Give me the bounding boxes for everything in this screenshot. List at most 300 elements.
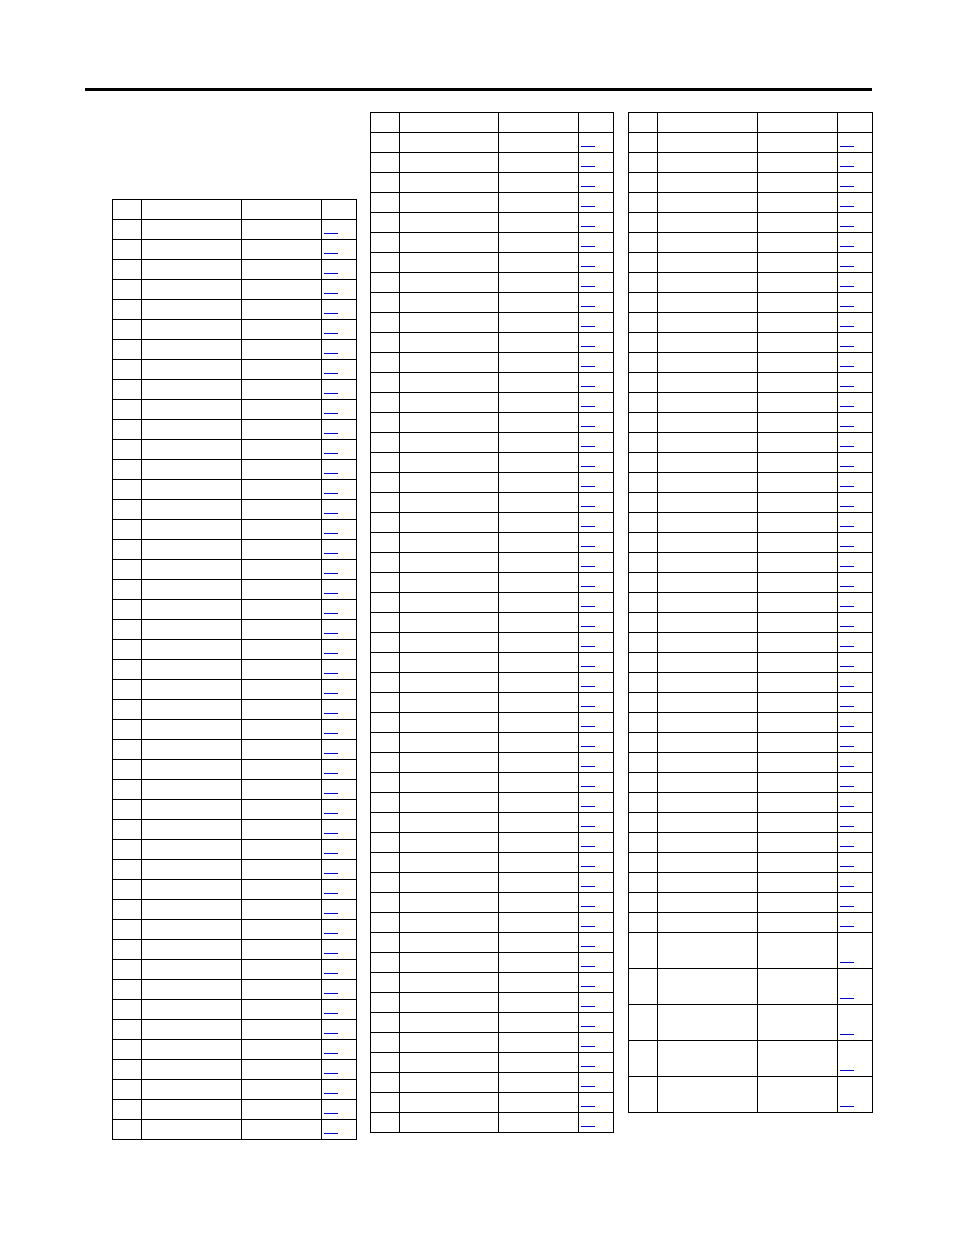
value-cell [242, 660, 322, 680]
link-cell [322, 260, 357, 280]
index-cell [629, 913, 658, 933]
name-cell [142, 820, 242, 840]
value-cell [242, 720, 322, 740]
page-link[interactable] [581, 558, 595, 567]
page-link[interactable] [324, 905, 338, 914]
link-cell [838, 253, 873, 273]
page-link[interactable] [581, 278, 595, 287]
table-row [629, 373, 873, 393]
index-cell [371, 573, 400, 593]
page-link[interactable] [840, 698, 854, 707]
page-link[interactable] [581, 678, 595, 687]
table-row [629, 613, 873, 633]
page-link[interactable] [581, 698, 595, 707]
page-link[interactable] [581, 998, 595, 1007]
page-link[interactable] [840, 778, 854, 787]
value-cell [242, 680, 322, 700]
value-cell [499, 233, 579, 253]
name-cell [142, 600, 242, 620]
name-cell [658, 813, 758, 833]
page-link[interactable] [840, 378, 854, 387]
value-cell [499, 513, 579, 533]
index-cell [113, 560, 142, 580]
page-link[interactable] [581, 1018, 595, 1027]
page-link[interactable] [324, 825, 338, 834]
link-cell [579, 813, 614, 833]
page-link[interactable] [840, 278, 854, 287]
page-link[interactable] [581, 138, 595, 147]
page-link[interactable] [324, 925, 338, 934]
page-link[interactable] [840, 178, 854, 187]
index-cell [629, 153, 658, 173]
table-row [371, 733, 614, 753]
page-link[interactable] [581, 938, 595, 947]
table-row [629, 693, 873, 713]
page-link[interactable] [840, 1026, 854, 1035]
page-link[interactable] [581, 878, 595, 887]
link-cell [322, 940, 357, 960]
page-link[interactable] [324, 225, 338, 234]
index-cell [113, 1120, 142, 1140]
page-link[interactable] [840, 954, 854, 963]
link-cell [838, 1077, 873, 1113]
page-link[interactable] [324, 365, 338, 374]
name-cell [400, 1093, 499, 1113]
value-cell [499, 493, 579, 513]
link-cell [838, 733, 873, 753]
value-cell [242, 980, 322, 1000]
page-link[interactable] [324, 725, 338, 734]
link-cell [322, 1020, 357, 1040]
page-link[interactable] [324, 985, 338, 994]
table-row [629, 893, 873, 913]
name-cell [400, 453, 499, 473]
page-link[interactable] [324, 565, 338, 574]
table-row [371, 953, 614, 973]
page-link[interactable] [324, 965, 338, 974]
page-link[interactable] [324, 1085, 338, 1094]
page-link[interactable] [324, 245, 338, 254]
link-cell [838, 353, 873, 373]
page-link[interactable] [581, 538, 595, 547]
value-cell [242, 580, 322, 600]
table-row [113, 420, 357, 440]
page-link[interactable] [324, 405, 338, 414]
page-link[interactable] [324, 805, 338, 814]
page-link[interactable] [581, 958, 595, 967]
table-row [371, 873, 614, 893]
page-link[interactable] [581, 898, 595, 907]
index-cell [113, 260, 142, 280]
page-link[interactable] [840, 318, 854, 327]
value-cell [499, 273, 579, 293]
name-cell [142, 420, 242, 440]
page-link[interactable] [840, 338, 854, 347]
page-link[interactable] [581, 158, 595, 167]
page-link[interactable] [581, 478, 595, 487]
index-cell [629, 453, 658, 473]
name-cell [400, 813, 499, 833]
link-cell [579, 413, 614, 433]
page-link[interactable] [324, 1065, 338, 1074]
page-link[interactable] [324, 1125, 338, 1134]
index-cell [371, 253, 400, 273]
page-link[interactable] [840, 658, 854, 667]
page-link[interactable] [840, 678, 854, 687]
page-link[interactable] [840, 238, 854, 247]
page-link[interactable] [324, 765, 338, 774]
page-link[interactable] [840, 918, 854, 927]
page-link[interactable] [324, 345, 338, 354]
page-link[interactable] [840, 498, 854, 507]
page-link[interactable] [581, 238, 595, 247]
name-cell [142, 260, 242, 280]
index-cell [629, 673, 658, 693]
link-cell [322, 1080, 357, 1100]
page-link[interactable] [581, 418, 595, 427]
table-row [371, 553, 614, 573]
link-cell [322, 440, 357, 460]
name-cell [142, 920, 242, 940]
link-cell [838, 1041, 873, 1077]
value-cell [242, 940, 322, 960]
name-cell [400, 373, 499, 393]
page-link[interactable] [324, 325, 338, 334]
index-cell [629, 753, 658, 773]
table-row [629, 493, 873, 513]
page-link[interactable] [324, 545, 338, 554]
page-link[interactable] [324, 525, 338, 534]
page-link[interactable] [581, 1058, 595, 1067]
page-link[interactable] [840, 258, 854, 267]
page-link[interactable] [840, 878, 854, 887]
name-cell [658, 453, 758, 473]
name-cell [658, 733, 758, 753]
table-row [113, 700, 357, 720]
value-cell [242, 760, 322, 780]
link-cell [579, 1033, 614, 1053]
page-link[interactable] [581, 198, 595, 207]
link-cell [322, 500, 357, 520]
value-cell [499, 593, 579, 613]
value-cell [242, 600, 322, 620]
page-link[interactable] [581, 438, 595, 447]
name-cell [658, 393, 758, 413]
page-link[interactable] [840, 398, 854, 407]
page-link[interactable] [840, 298, 854, 307]
page-link[interactable] [840, 518, 854, 527]
page-link[interactable] [581, 338, 595, 347]
index-cell [371, 493, 400, 513]
link-cell [838, 213, 873, 233]
name-cell [142, 500, 242, 520]
link-cell [579, 913, 614, 933]
index-cell [371, 313, 400, 333]
value-cell [758, 373, 838, 393]
page-link[interactable] [324, 425, 338, 434]
page-link[interactable] [324, 1025, 338, 1034]
page-link[interactable] [324, 745, 338, 754]
page-link[interactable] [581, 178, 595, 187]
value-cell [758, 153, 838, 173]
page-link[interactable] [840, 718, 854, 727]
page-link[interactable] [840, 138, 854, 147]
index-cell [371, 633, 400, 653]
page-link[interactable] [324, 845, 338, 854]
name-cell [658, 113, 758, 133]
page-link[interactable] [324, 445, 338, 454]
value-cell [758, 969, 838, 1005]
page-link[interactable] [581, 498, 595, 507]
page-link[interactable] [324, 625, 338, 634]
name-cell [400, 193, 499, 213]
page-link[interactable] [840, 578, 854, 587]
name-cell [400, 913, 499, 933]
page-link[interactable] [840, 198, 854, 207]
page-link[interactable] [324, 605, 338, 614]
index-cell [113, 640, 142, 660]
page-link[interactable] [324, 465, 338, 474]
page-link[interactable] [581, 658, 595, 667]
table-row [629, 833, 873, 853]
link-cell [579, 533, 614, 553]
table-row [371, 813, 614, 833]
page-link[interactable] [581, 638, 595, 647]
link-cell [322, 780, 357, 800]
name-cell [658, 653, 758, 673]
table-row [113, 1120, 357, 1140]
page-link[interactable] [581, 258, 595, 267]
table-row [629, 913, 873, 933]
table-row [629, 633, 873, 653]
value-cell [499, 153, 579, 173]
name-cell [142, 400, 242, 420]
index-cell [113, 220, 142, 240]
name-cell [142, 980, 242, 1000]
page-link[interactable] [581, 578, 595, 587]
link-cell [838, 113, 873, 133]
page-link[interactable] [581, 798, 595, 807]
page-link[interactable] [324, 485, 338, 494]
page-link[interactable] [324, 585, 338, 594]
value-cell [242, 420, 322, 440]
table-row [113, 860, 357, 880]
page-link[interactable] [324, 685, 338, 694]
page-link[interactable] [840, 358, 854, 367]
name-cell [142, 540, 242, 560]
page-link[interactable] [324, 705, 338, 714]
table-row [113, 960, 357, 980]
link-cell [322, 1100, 357, 1120]
page-link[interactable] [581, 738, 595, 747]
value-cell [499, 973, 579, 993]
page-link[interactable] [581, 458, 595, 467]
table-row [113, 1100, 357, 1120]
page-link[interactable] [840, 538, 854, 547]
link-cell [322, 740, 357, 760]
name-cell [658, 333, 758, 353]
name-cell [400, 833, 499, 853]
table-row [629, 233, 873, 253]
name-cell [400, 773, 499, 793]
index-cell [371, 353, 400, 373]
table-row [629, 473, 873, 493]
link-cell [838, 969, 873, 1005]
name-cell [400, 553, 499, 573]
page-link[interactable] [581, 378, 595, 387]
link-cell [579, 293, 614, 313]
page-link[interactable] [581, 1038, 595, 1047]
link-cell [838, 713, 873, 733]
name-cell [658, 553, 758, 573]
index-cell [629, 693, 658, 713]
name-cell [658, 573, 758, 593]
index-cell [113, 1000, 142, 1020]
value-cell [499, 113, 579, 133]
page-link[interactable] [840, 990, 854, 999]
page-link[interactable] [581, 598, 595, 607]
value-cell [758, 453, 838, 473]
index-cell [629, 969, 658, 1005]
page-link[interactable] [581, 818, 595, 827]
page-link[interactable] [324, 305, 338, 314]
page-link[interactable] [840, 598, 854, 607]
page-link[interactable] [581, 218, 595, 227]
page-link[interactable] [840, 798, 854, 807]
page-link[interactable] [840, 478, 854, 487]
page-link[interactable] [840, 898, 854, 907]
link-cell [579, 193, 614, 213]
table-row [629, 793, 873, 813]
table-row [371, 333, 614, 353]
link-cell [579, 833, 614, 853]
index-cell [371, 133, 400, 153]
index-cell [371, 473, 400, 493]
page-link[interactable] [324, 1045, 338, 1054]
index-cell [371, 1113, 400, 1133]
page-link[interactable] [581, 1078, 595, 1087]
page-link[interactable] [581, 318, 595, 327]
page-link[interactable] [581, 918, 595, 927]
page-link[interactable] [840, 558, 854, 567]
index-cell [113, 420, 142, 440]
page-link[interactable] [581, 618, 595, 627]
index-cell [113, 400, 142, 420]
table-row [629, 573, 873, 593]
page-link[interactable] [840, 1062, 854, 1071]
link-cell [579, 393, 614, 413]
table-row [629, 253, 873, 273]
page-link[interactable] [324, 505, 338, 514]
page-link[interactable] [581, 298, 595, 307]
page-link[interactable] [581, 518, 595, 527]
page-link[interactable] [581, 1098, 595, 1107]
value-cell [758, 753, 838, 773]
page-link[interactable] [581, 718, 595, 727]
page-link[interactable] [324, 1105, 338, 1114]
link-cell [838, 133, 873, 153]
page-link[interactable] [840, 438, 854, 447]
page-link[interactable] [840, 418, 854, 427]
page-link[interactable] [581, 1118, 595, 1127]
link-cell [838, 173, 873, 193]
value-cell [499, 1093, 579, 1113]
page-link[interactable] [581, 838, 595, 847]
page-link[interactable] [840, 858, 854, 867]
page-link[interactable] [324, 945, 338, 954]
page-link[interactable] [324, 285, 338, 294]
page-link[interactable] [581, 398, 595, 407]
index-cell [371, 613, 400, 633]
table-row [113, 620, 357, 640]
table-row [113, 1060, 357, 1080]
name-cell [658, 753, 758, 773]
name-cell [142, 460, 242, 480]
page-link[interactable] [324, 645, 338, 654]
page-link[interactable] [840, 218, 854, 227]
page-link[interactable] [581, 358, 595, 367]
page-link[interactable] [581, 978, 595, 987]
index-cell [371, 393, 400, 413]
name-cell [658, 969, 758, 1005]
link-cell [322, 1040, 357, 1060]
index-cell [113, 1040, 142, 1060]
table-row [629, 673, 873, 693]
index-cell [371, 113, 400, 133]
page-link[interactable] [840, 818, 854, 827]
page-link[interactable] [840, 738, 854, 747]
name-cell [142, 1000, 242, 1020]
index-cell [629, 333, 658, 353]
page-link[interactable] [840, 1098, 854, 1107]
page-link[interactable] [324, 785, 338, 794]
name-cell [142, 900, 242, 920]
page-link[interactable] [840, 158, 854, 167]
index-cell [113, 1060, 142, 1080]
page-link[interactable] [324, 385, 338, 394]
link-cell [579, 773, 614, 793]
page-link[interactable] [581, 778, 595, 787]
table-row [113, 240, 357, 260]
page-link[interactable] [840, 458, 854, 467]
page-link[interactable] [581, 858, 595, 867]
name-cell [400, 973, 499, 993]
page-link[interactable] [324, 865, 338, 874]
table-row [113, 1000, 357, 1020]
page-link[interactable] [840, 838, 854, 847]
page-link[interactable] [840, 638, 854, 647]
page-link[interactable] [324, 1005, 338, 1014]
value-cell [242, 1080, 322, 1100]
index-cell [629, 1005, 658, 1041]
name-cell [142, 300, 242, 320]
page-link[interactable] [840, 758, 854, 767]
table-row [629, 853, 873, 873]
table-row [629, 133, 873, 153]
table-row [113, 480, 357, 500]
page-link[interactable] [324, 665, 338, 674]
page-link[interactable] [840, 618, 854, 627]
page-link[interactable] [324, 265, 338, 274]
index-cell [113, 580, 142, 600]
table-row [371, 973, 614, 993]
name-cell [658, 433, 758, 453]
name-cell [142, 1120, 242, 1140]
page-link[interactable] [324, 885, 338, 894]
link-cell [579, 673, 614, 693]
page-link[interactable] [581, 758, 595, 767]
name-cell [658, 693, 758, 713]
